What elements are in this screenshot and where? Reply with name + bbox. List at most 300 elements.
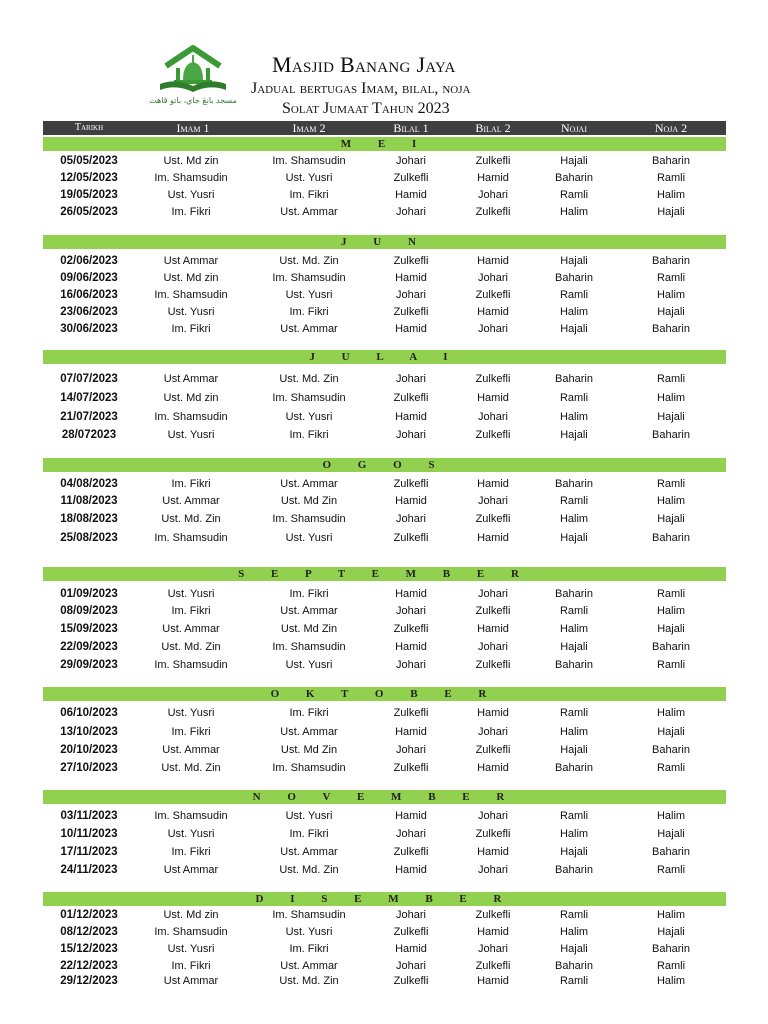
date-cell: 16/06/2023 (60, 289, 118, 301)
table-row (0, 862, 768, 879)
duty-cell: Im. Fikri (171, 846, 211, 858)
duty-cell: Hajali (560, 429, 588, 441)
duty-cell: Im. Shamsudin (154, 810, 228, 822)
duty-cell: Baharin (555, 478, 593, 490)
duty-cell: Halim (656, 707, 686, 719)
duty-cell: Hamid (477, 975, 509, 987)
duty-cell: Johari (478, 864, 508, 876)
table-row (0, 170, 768, 187)
duty-cell: Ust. Ammar (280, 605, 338, 617)
duty-cell: Im. Shamsudin (272, 155, 346, 167)
duty-cell: Hajali (657, 411, 685, 423)
duty-cell: Im. Shamsudin (154, 926, 228, 938)
table-row (0, 511, 768, 528)
duty-cell: Zulkefli (475, 659, 511, 671)
duty-cell: Ramli (656, 588, 686, 600)
duty-cell: Hamid (395, 323, 427, 335)
column-header-imam-1: Imam 1 (176, 121, 210, 135)
duty-cell: Baharin (555, 373, 593, 385)
duty-cell: Zulkefli (475, 373, 511, 385)
duty-cell: Ust. Md zin (163, 392, 219, 404)
date-cell: 05/05/2023 (60, 155, 118, 167)
duty-cell: Halim (656, 810, 686, 822)
table-row (0, 705, 768, 722)
table-row (0, 493, 768, 510)
duty-cell: Baharin (652, 744, 690, 756)
date-cell: 02/06/2023 (60, 255, 118, 267)
duty-cell: Im. Shamsudin (272, 909, 346, 921)
duty-cell: Halim (656, 605, 686, 617)
duty-cell: Im. Shamsudin (154, 411, 228, 423)
duty-cell: Ramli (656, 864, 686, 876)
date-cell: 10/11/2023 (60, 828, 118, 840)
duty-cell: Baharin (555, 272, 593, 284)
month-bar (43, 235, 726, 249)
duty-cell: Johari (478, 641, 508, 653)
logo-text: مسجد بانڠ جاي، باتو ڤاهت (149, 96, 237, 105)
duty-cell: Baharin (652, 943, 690, 955)
duty-cell: Johari (396, 429, 426, 441)
date-cell: 19/05/2023 (60, 189, 118, 201)
page-subtitle: Jadual bertugas Imam, bilal, noja (251, 80, 471, 97)
table-row (0, 621, 768, 638)
duty-cell: Zulkefli (393, 478, 429, 490)
table-row (0, 973, 768, 990)
date-cell: 15/09/2023 (60, 623, 118, 635)
duty-cell: Zulkefli (393, 255, 429, 267)
duty-cell: Hamid (395, 726, 427, 738)
duty-cell: Ramli (656, 762, 686, 774)
date-cell: 01/12/2023 (60, 909, 118, 921)
duty-cell: Ramli (656, 373, 686, 385)
duty-cell: Im. Fikri (289, 828, 329, 840)
duty-cell: Ust. Md Zin (280, 495, 338, 507)
duty-cell: Johari (478, 272, 508, 284)
table-row (0, 586, 768, 603)
duty-cell: Ramli (656, 659, 686, 671)
duty-cell: Ust. Md Zin (280, 744, 338, 756)
duty-cell: Ust Ammar (163, 864, 219, 876)
duty-cell: Johari (396, 744, 426, 756)
table-row (0, 639, 768, 656)
duty-cell: Hamid (395, 189, 427, 201)
column-header-nojai: Nojai (561, 121, 587, 135)
duty-cell: Halim (656, 495, 686, 507)
date-cell: 29/09/2023 (60, 659, 118, 671)
page-subtitle-year: Solat Jumaat Tahun 2023 (282, 100, 450, 117)
month-label: S E P T E M B E R (238, 568, 531, 580)
month-label: O K T O B E R (270, 688, 499, 700)
table-row (0, 476, 768, 493)
date-cell: 29/12/2023 (60, 975, 118, 987)
duty-cell: Ust. Yusri (285, 411, 333, 423)
duty-cell: Zulkefli (475, 960, 511, 972)
duty-cell: Im. Fikri (289, 943, 329, 955)
duty-cell: Baharin (652, 429, 690, 441)
month-label: J U N (341, 236, 428, 248)
duty-cell: Ramli (559, 605, 589, 617)
date-cell: 24/11/2023 (60, 864, 118, 876)
duty-cell: Zulkefli (393, 623, 429, 635)
duty-cell: Ramli (559, 707, 589, 719)
duty-cell: Halim (559, 623, 589, 635)
duty-cell: Hamid (477, 846, 509, 858)
table-row (0, 427, 768, 444)
duty-cell: Zulkefli (393, 392, 429, 404)
duty-cell: Hajali (560, 255, 588, 267)
duty-cell: Zulkefli (475, 828, 511, 840)
date-cell: 22/12/2023 (60, 960, 118, 972)
duty-cell: Halim (559, 411, 589, 423)
duty-cell: Baharin (652, 641, 690, 653)
duty-cell: Zulkefli (475, 429, 511, 441)
duty-cell: Johari (478, 323, 508, 335)
duty-cell: Zulkefli (475, 513, 511, 525)
duty-cell: Zulkefli (475, 155, 511, 167)
duty-cell: Ust. Md. Zin (279, 373, 339, 385)
duty-cell: Im. Shamsudin (272, 641, 346, 653)
date-cell: 14/07/2023 (60, 392, 118, 404)
date-cell: 22/09/2023 (60, 641, 118, 653)
duty-cell: Ramli (559, 495, 589, 507)
date-cell: 03/11/2023 (60, 810, 118, 822)
duty-cell: Johari (396, 513, 426, 525)
duty-cell: Johari (396, 373, 426, 385)
duty-cell: Hamid (395, 810, 427, 822)
date-cell: 08/12/2023 (60, 926, 118, 938)
duty-cell: Im. Fikri (171, 960, 211, 972)
duty-cell: Ust Ammar (163, 373, 219, 385)
duty-cell: Johari (396, 605, 426, 617)
duty-cell: Halim (656, 909, 686, 921)
duty-cell: Hajali (560, 744, 588, 756)
duty-cell: Hajali (657, 926, 685, 938)
date-cell: 01/09/2023 (60, 588, 118, 600)
duty-cell: Ust. Yusri (285, 172, 333, 184)
table-row (0, 371, 768, 388)
duty-cell: Ust. Ammar (162, 744, 220, 756)
duty-cell: Hajali (560, 846, 588, 858)
duty-cell: Zulkefli (475, 744, 511, 756)
duty-cell: Baharin (652, 532, 690, 544)
duty-cell: Im. Fikri (171, 726, 211, 738)
duty-cell: Ust. Md. Zin (279, 255, 339, 267)
duty-cell: Halim (559, 926, 589, 938)
duty-cell: Im. Fikri (289, 429, 329, 441)
duty-cell: Ust. Md. Zin (161, 641, 221, 653)
duty-cell: Hajali (560, 155, 588, 167)
duty-cell: Baharin (652, 846, 690, 858)
duty-cell: Halim (559, 726, 589, 738)
duty-cell: Hamid (477, 532, 509, 544)
duty-cell: Halim (656, 975, 686, 987)
duty-cell: Johari (396, 155, 426, 167)
duty-cell: Ust. Yusri (285, 810, 333, 822)
duty-cell: Ust. Yusri (167, 828, 215, 840)
duty-cell: Hamid (395, 641, 427, 653)
duty-cell: Hamid (395, 943, 427, 955)
duty-cell: Hajali (657, 206, 685, 218)
duty-cell: Johari (478, 411, 508, 423)
month-bar (43, 567, 726, 581)
duty-cell: Baharin (555, 659, 593, 671)
duty-cell: Halim (656, 189, 686, 201)
duty-cell: Zulkefli (393, 926, 429, 938)
duty-cell: Ramli (656, 272, 686, 284)
month-bar (43, 137, 726, 151)
duty-cell: Baharin (652, 255, 690, 267)
month-label: N O V E M B E R (252, 791, 517, 803)
table-row (0, 724, 768, 741)
date-cell: 08/09/2023 (60, 605, 118, 617)
mosque-logo (138, 38, 248, 116)
duty-cell: Ust. Yusri (167, 588, 215, 600)
duty-cell: Halim (656, 289, 686, 301)
duty-cell: Hajali (657, 513, 685, 525)
duty-cell: Ust. Ammar (280, 726, 338, 738)
duty-cell: Im. Shamsudin (154, 659, 228, 671)
column-header-noja-2: Noja 2 (654, 121, 688, 135)
duty-cell: Johari (396, 659, 426, 671)
duty-cell: Baharin (555, 864, 593, 876)
table-row (0, 270, 768, 287)
date-cell: 26/05/2023 (60, 206, 118, 218)
month-bar (43, 687, 726, 701)
duty-cell: Im. Fikri (171, 206, 211, 218)
duty-cell: Johari (396, 206, 426, 218)
duty-cell: Ust. Ammar (280, 206, 338, 218)
duty-cell: Hamid (477, 392, 509, 404)
duty-cell: Halim (559, 306, 589, 318)
duty-cell: Ust. Yusri (167, 943, 215, 955)
duty-cell: Halim (559, 828, 589, 840)
duty-cell: Im. Shamsudin (272, 762, 346, 774)
column-header-bilal-2: Bilal 2 (475, 121, 511, 135)
duty-cell: Johari (478, 588, 508, 600)
table-row (0, 304, 768, 321)
month-label: O G O S (322, 459, 447, 471)
table-row (0, 187, 768, 204)
column-header-tarikh: Tarikh (74, 122, 104, 133)
table-row (0, 844, 768, 861)
table-row (0, 657, 768, 674)
duty-cell: Ust. Yusri (167, 306, 215, 318)
date-cell: 11/08/2023 (60, 495, 118, 507)
duty-cell: Ramli (559, 392, 589, 404)
table-row (0, 530, 768, 547)
duty-cell: Ust. Md. Zin (279, 864, 339, 876)
duty-cell: Hamid (395, 864, 427, 876)
duty-cell: Hamid (477, 623, 509, 635)
duty-cell: Im. Fikri (289, 306, 329, 318)
date-cell: 04/08/2023 (60, 478, 118, 490)
duty-cell: Ust Ammar (163, 255, 219, 267)
duty-cell: Hajali (560, 943, 588, 955)
table-row (0, 603, 768, 620)
table-row (0, 742, 768, 759)
duty-cell: Zulkefli (393, 306, 429, 318)
duty-cell: Ust. Yusri (167, 189, 215, 201)
duty-cell: Ramli (559, 289, 589, 301)
table-row (0, 321, 768, 338)
duty-cell: Johari (396, 289, 426, 301)
table-row (0, 253, 768, 270)
month-bar (43, 458, 726, 472)
table-row (0, 409, 768, 426)
duty-cell: Ust. Ammar (280, 960, 338, 972)
duty-cell: Hamid (395, 588, 427, 600)
date-cell: 23/06/2023 (60, 306, 118, 318)
duty-cell: Zulkefli (475, 289, 511, 301)
duty-cell: Baharin (555, 960, 593, 972)
duty-cell: Im. Shamsudin (154, 532, 228, 544)
date-cell: 15/12/2023 (60, 943, 118, 955)
date-cell: 21/07/2023 (60, 411, 118, 423)
month-label: J U L A I (309, 351, 460, 363)
duty-cell: Ust. Ammar (280, 846, 338, 858)
duty-cell: Johari (396, 828, 426, 840)
duty-cell: Ramli (656, 960, 686, 972)
duty-cell: Zulkefli (393, 846, 429, 858)
duty-cell: Johari (396, 960, 426, 972)
table-row (0, 907, 768, 924)
duty-cell: Baharin (652, 155, 690, 167)
duty-cell: Hamid (395, 411, 427, 423)
duty-cell: Ramli (656, 172, 686, 184)
duty-cell: Ust. Yusri (285, 659, 333, 671)
duty-cell: Johari (478, 810, 508, 822)
duty-cell: Johari (396, 909, 426, 921)
duty-cell: Im. Fikri (289, 588, 329, 600)
table-row (0, 826, 768, 843)
duty-cell: Ust. Md. Zin (161, 762, 221, 774)
duty-cell: Zulkefli (393, 532, 429, 544)
duty-cell: Ust. Md zin (163, 272, 219, 284)
duty-cell: Ramli (559, 975, 589, 987)
duty-cell: Zulkefli (475, 206, 511, 218)
duty-cell: Im. Fikri (171, 478, 211, 490)
duty-cell: Hamid (477, 707, 509, 719)
duty-cell: Hamid (395, 495, 427, 507)
month-bar (43, 790, 726, 804)
duty-cell: Ust. Yusri (167, 707, 215, 719)
duty-cell: Im. Shamsudin (272, 272, 346, 284)
duty-cell: Ramli (559, 189, 589, 201)
duty-cell: Im. Fikri (289, 189, 329, 201)
month-label: M E I (340, 138, 429, 150)
duty-cell: Johari (478, 726, 508, 738)
duty-cell: Zulkefli (475, 605, 511, 617)
duty-cell: Hajali (657, 828, 685, 840)
duty-cell: Im. Fikri (289, 707, 329, 719)
duty-cell: Hamid (477, 306, 509, 318)
duty-cell: Hamid (477, 762, 509, 774)
duty-cell: Ust Ammar (163, 975, 219, 987)
page-title: Masjid Banang Jaya (272, 52, 456, 77)
duty-cell: Im. Shamsudin (272, 392, 346, 404)
duty-cell: Hajali (560, 641, 588, 653)
duty-cell: Ust. Ammar (162, 495, 220, 507)
duty-cell: Hajali (657, 623, 685, 635)
duty-cell: Zulkefli (393, 707, 429, 719)
table-row (0, 808, 768, 825)
duty-cell: Im. Shamsudin (154, 289, 228, 301)
duty-cell: Im. Shamsudin (154, 172, 228, 184)
month-label: D I S E M B E R (255, 893, 514, 905)
duty-cell: Ust. Md zin (163, 909, 219, 921)
duty-cell: Ust. Md Zin (280, 623, 338, 635)
duty-cell: Johari (478, 943, 508, 955)
table-row (0, 204, 768, 221)
duty-cell: Im. Fikri (171, 323, 211, 335)
duty-cell: Hajali (657, 726, 685, 738)
date-cell: 20/10/2023 (60, 744, 118, 756)
date-cell: 18/08/2023 (60, 513, 118, 525)
duty-cell: Hamid (477, 926, 509, 938)
table-row (0, 924, 768, 941)
duty-cell: Ust. Md zin (163, 155, 219, 167)
date-cell: 28/072023 (61, 429, 117, 441)
date-cell: 17/11/2023 (60, 846, 118, 858)
month-bar (43, 892, 726, 906)
duty-cell: Halim (656, 392, 686, 404)
duty-cell: Baharin (555, 762, 593, 774)
duty-cell: Ust. Md. Zin (279, 975, 339, 987)
duty-cell: Baharin (652, 323, 690, 335)
duty-cell: Ust. Ammar (162, 623, 220, 635)
column-header-imam-2: Imam 2 (292, 121, 326, 135)
date-cell: 07/07/2023 (60, 373, 118, 385)
table-row (0, 941, 768, 958)
date-cell: 06/10/2023 (60, 707, 118, 719)
duty-cell: Ust. Yusri (285, 926, 333, 938)
table-row (0, 390, 768, 407)
column-header-bilal-1: Bilal 1 (393, 121, 429, 135)
date-cell: 25/08/2023 (60, 532, 118, 544)
date-cell: 09/06/2023 (60, 272, 118, 284)
date-cell: 27/10/2023 (60, 762, 118, 774)
duty-cell: Ust. Md. Zin (161, 513, 221, 525)
table-row (0, 287, 768, 304)
duty-cell: Zulkefli (475, 909, 511, 921)
duty-cell: Hajali (560, 532, 588, 544)
duty-cell: Johari (478, 189, 508, 201)
date-cell: 13/10/2023 (60, 726, 118, 738)
duty-cell: Zulkefli (393, 975, 429, 987)
duty-cell: Ust. Yusri (167, 429, 215, 441)
table-row (0, 760, 768, 777)
duty-cell: Im. Fikri (171, 605, 211, 617)
duty-cell: Hajali (657, 306, 685, 318)
month-bar (43, 350, 726, 364)
duty-cell: Baharin (555, 172, 593, 184)
duty-cell: Halim (559, 513, 589, 525)
duty-cell: Hamid (477, 172, 509, 184)
date-cell: 30/06/2023 (60, 323, 118, 335)
table-row (0, 153, 768, 170)
duty-cell: Hamid (477, 478, 509, 490)
duty-cell: Im. Shamsudin (272, 513, 346, 525)
duty-cell: Ust. Yusri (285, 532, 333, 544)
duty-cell: Hamid (477, 255, 509, 267)
duty-cell: Ust. Ammar (280, 478, 338, 490)
duty-cell: Zulkefli (393, 762, 429, 774)
duty-cell: Halim (559, 206, 589, 218)
duty-cell: Johari (478, 495, 508, 507)
duty-cell: Ust. Yusri (285, 289, 333, 301)
table-header (43, 121, 726, 135)
duty-cell: Baharin (555, 588, 593, 600)
